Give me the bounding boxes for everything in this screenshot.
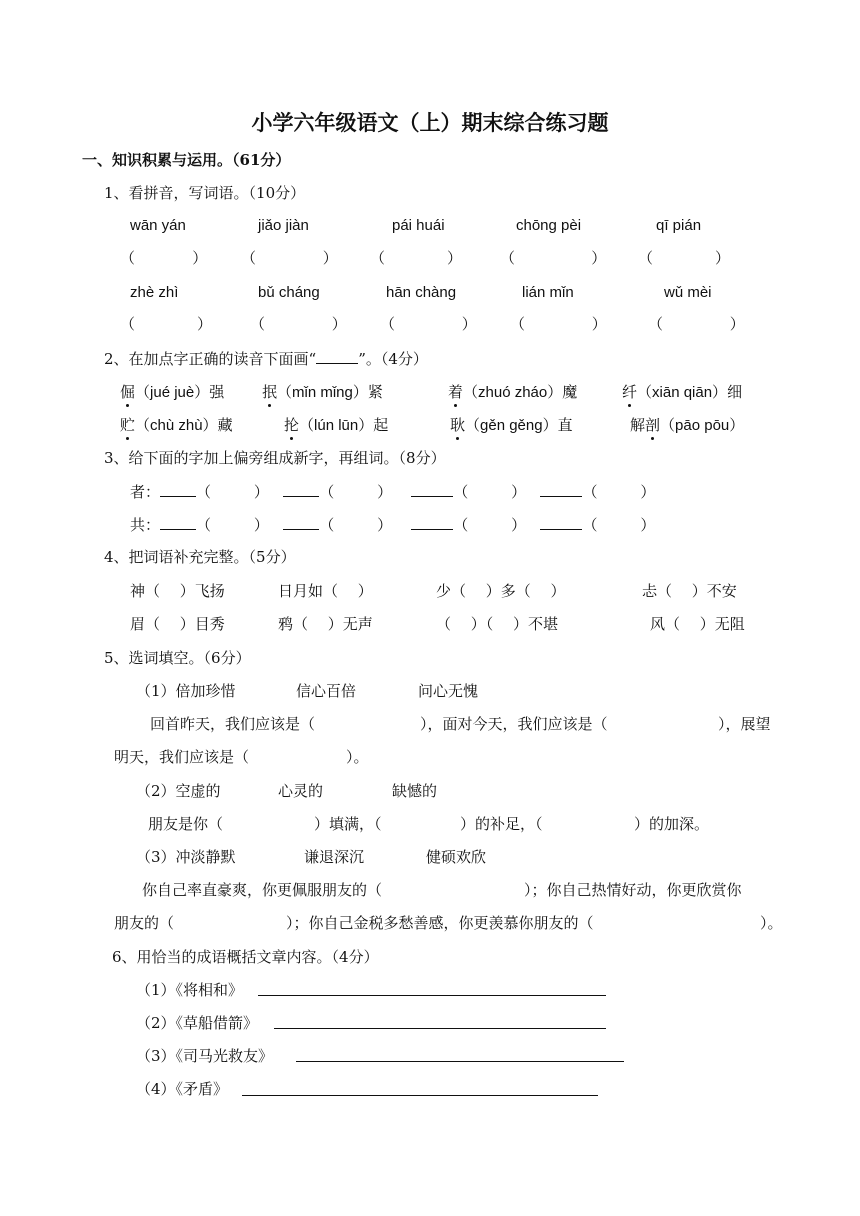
answer-line[interactable] [242, 1095, 598, 1096]
answer-paren[interactable]: （ ） [500, 249, 607, 267]
fill-blank[interactable] [540, 481, 582, 497]
answer-line[interactable] [274, 1028, 606, 1029]
pronunciation-item: 倔（jué juè）强 [120, 383, 225, 401]
radical-row: 共： （ ） （ ） （ ） （ ） [130, 516, 656, 534]
pronunciation-item: 着（zhuó zháo）魔 [448, 383, 578, 401]
pinyin-prompt: zhè zhì [130, 284, 179, 301]
word-option: （1）倍加珍惜 [136, 682, 236, 700]
dotted-char: 着 [448, 383, 464, 401]
pronunciation-item: 耿（gěn gěng）直 [450, 416, 573, 434]
sentence-text: 你自己率直豪爽，你更佩服朋友的（ [142, 881, 383, 899]
underline-blank [316, 348, 358, 364]
dotted-char: 抿 [262, 383, 278, 401]
sentence-text: ）；你自己热情好动，你更欣赏你 [524, 881, 742, 899]
article-title: （1）《将相和》 [136, 981, 244, 999]
sentence-text: 回首昨天，我们应该是（ [150, 715, 316, 733]
idiom-item[interactable]: 眉（ ）目秀 [130, 615, 225, 633]
word-option: 谦退深沉 [304, 848, 365, 866]
sentence-text: ）的加深。 [634, 815, 710, 833]
word-option: 缺憾的 [392, 782, 438, 800]
sentence-text: ）；你自己金税多愁善感，你更羡慕你朋友的（ [286, 914, 594, 932]
question-1-heading: 1、看拼音，写词语。（10分） [104, 184, 306, 202]
pinyin-options[interactable]: （zhuó zháo） [463, 384, 563, 401]
dotted-char: 剖 [645, 416, 661, 434]
idiom-item[interactable]: 忐（ ）不安 [642, 582, 737, 600]
pinyin-options[interactable]: （chù zhù） [135, 417, 218, 434]
answer-paren[interactable]: （ ） [638, 249, 730, 267]
word-option: （3）冲淡静默 [136, 848, 236, 866]
fill-blank[interactable] [283, 481, 319, 497]
answer-line[interactable] [296, 1061, 624, 1062]
sentence-text: 朋友的（ [114, 914, 175, 932]
answer-paren[interactable]: （ ） [241, 249, 338, 267]
word-option: （2）空虚的 [136, 782, 221, 800]
word-option: 心灵的 [278, 782, 324, 800]
idiom-item[interactable]: 神（ ）飞扬 [130, 582, 225, 600]
fill-blank[interactable] [411, 481, 453, 497]
idiom-item[interactable]: 少（ ）多（ ） [436, 582, 566, 600]
answer-paren[interactable]: （ ） [250, 315, 347, 333]
pinyin-prompt: chōng pèi [516, 217, 582, 234]
pinyin-prompt: lián mǐn [522, 284, 574, 301]
pinyin-prompt: hān chàng [386, 284, 457, 301]
sentence-text: ）。 [346, 748, 369, 766]
page-title: 小学六年级语文（上）期末综合练习题 [251, 110, 609, 135]
pinyin-options[interactable]: （mǐn mǐng） [277, 384, 368, 401]
section-heading: 一、知识积累与运用。（61分） [82, 151, 291, 169]
dotted-char: 倔 [120, 383, 136, 401]
article-title: （4）《矛盾》 [136, 1080, 229, 1098]
word-option: 信心百倍 [296, 682, 357, 700]
sentence-text: 明天，我们应该是（ [114, 748, 250, 766]
pinyin-prompt: qī pián [656, 217, 702, 234]
pinyin-prompt: bǔ cháng [258, 284, 320, 301]
idiom-item[interactable]: 风（ ）无阻 [650, 615, 745, 633]
question-4-heading: 4、把词语补充完整。（5分） [104, 548, 296, 566]
idiom-item[interactable]: （ ）（ ）不堪 [436, 615, 559, 633]
pronunciation-item: 纤（xiān qiān）细 [622, 383, 743, 401]
answer-paren[interactable]: （ ） [648, 315, 745, 333]
pinyin-options[interactable]: （gěn gěng） [465, 417, 558, 434]
answer-paren[interactable]: （ ） [120, 315, 212, 333]
pinyin-prompt: wǔ mèi [664, 284, 712, 301]
article-title: （3）《司马光救友》 [136, 1047, 274, 1065]
question-2-heading: 2、在加点字正确的读音下面画“ ”。（4分） [104, 350, 428, 368]
dotted-char: 抡 [284, 416, 300, 434]
article-title: （2）《草船借箭》 [136, 1014, 259, 1032]
dotted-char: 纤 [622, 383, 638, 401]
idiom-item[interactable]: 日月如（ ） [278, 582, 373, 600]
dotted-char: 耿 [450, 416, 466, 434]
radical-row: 者： （ ） （ ） （ ） （ ） [130, 483, 656, 501]
fill-blank[interactable] [540, 514, 582, 530]
idiom-item[interactable]: 鸦（ ）无声 [278, 615, 373, 633]
answer-line[interactable] [258, 995, 606, 996]
answer-paren[interactable]: （ ） [120, 249, 208, 267]
word-option: 健硕欢欣 [426, 848, 487, 866]
pinyin-options[interactable]: （pāo pōu） [660, 417, 745, 434]
word-option: 问心无愧 [418, 682, 479, 700]
sentence-text: ），展望 [718, 715, 771, 733]
dotted-char: 贮 [120, 416, 136, 434]
pronunciation-item: 贮（chù zhù）藏 [120, 416, 233, 434]
fill-blank[interactable] [160, 514, 196, 530]
pinyin-options[interactable]: （jué juè） [135, 384, 210, 401]
sentence-text: ）填满，（ [314, 815, 382, 833]
sentence-text: ）。 [760, 914, 783, 932]
pinyin-prompt: wān yán [130, 217, 186, 234]
pronunciation-item: 抡（lún lūn）起 [284, 416, 389, 434]
answer-paren[interactable]: （ ） [510, 315, 607, 333]
sentence-text: ），面对今天，我们应该是（ [420, 715, 608, 733]
pronunciation-item: 抿（mǐn mǐng）紧 [262, 383, 383, 401]
sentence-text: ）的补足，（ [460, 815, 543, 833]
fill-blank[interactable] [411, 514, 453, 530]
question-3-heading: 3、给下面的字加上偏旁组成新字，再组词。（8分） [104, 449, 446, 467]
fill-blank[interactable] [160, 481, 196, 497]
answer-paren[interactable]: （ ） [380, 315, 477, 333]
pinyin-options[interactable]: （xiān qiān） [637, 384, 728, 401]
question-6-heading: 6、用恰当的成语概括文章内容。（4分） [112, 948, 379, 966]
sentence-text: 朋友是你（ [148, 815, 224, 833]
fill-blank[interactable] [283, 514, 319, 530]
pinyin-prompt: pái huái [392, 217, 445, 234]
pronunciation-item: 解剖（pāo pōu） [630, 416, 745, 434]
answer-paren[interactable]: （ ） [370, 249, 462, 267]
pinyin-prompt: jiǎo jiàn [258, 217, 309, 234]
question-5-heading: 5、选词填空。（6分） [104, 649, 251, 667]
pinyin-options[interactable]: （lún lūn） [299, 417, 374, 434]
